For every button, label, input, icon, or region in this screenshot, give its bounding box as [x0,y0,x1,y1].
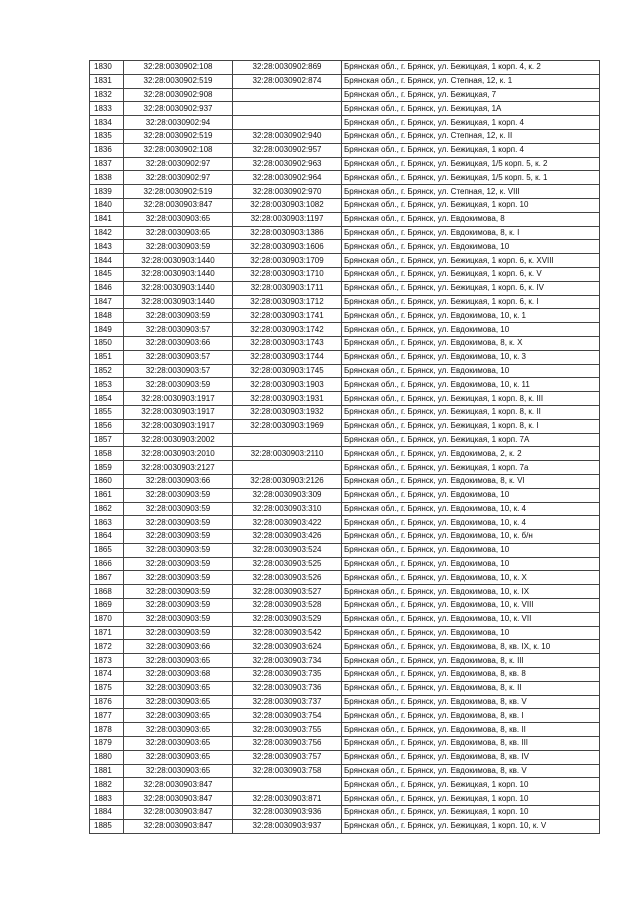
parent-cadastral-number-cell: 32:28:0030902:937 [124,102,233,116]
row-number-cell: 1871 [90,626,124,640]
cadastral-number-cell: 32:28:0030903:422 [233,516,342,530]
table-row [90,212,600,226]
cadastral-number-cell: 32:28:0030903:1606 [233,240,342,254]
address-cell: Брянская обл., г. Брянск, ул. Евдокимова, 10, к. 4 [342,502,600,516]
cadastral-number-cell [233,102,342,116]
parent-cadastral-number-cell: 32:28:0030903:65 [124,681,233,695]
address-cell: Брянская обл., г. Брянск, ул. Бежицкая, 1 корп. 7а [342,461,600,475]
cadastral-number-cell: 32:28:0030903:1082 [233,198,342,212]
parent-cadastral-number-cell: 32:28:0030903:66 [124,474,233,488]
table-row [90,681,600,695]
address-cell: Брянская обл., г. Брянск, ул. Евдокимова, 8, к. VI [342,474,600,488]
cadastral-number-cell: 32:28:0030903:1741 [233,309,342,323]
address-cell: Брянская обл., г. Брянск, ул. Евдокимова, 10, к. 1 [342,309,600,323]
address-cell: Брянская обл., г. Брянск, ул. Евдокимова, 8 [342,212,600,226]
table-row [90,764,600,778]
parent-cadastral-number-cell: 32:28:0030903:1917 [124,405,233,419]
row-number-cell: 1862 [90,502,124,516]
cadastral-number-cell: 32:28:0030903:758 [233,764,342,778]
table-row [90,640,600,654]
parent-cadastral-number-cell: 32:28:0030903:847 [124,198,233,212]
parent-cadastral-number-cell: 32:28:0030903:1917 [124,419,233,433]
table-row [90,240,600,254]
table-row [90,474,600,488]
address-cell: Брянская обл., г. Брянск, ул. Бежицкая, 1 корп. 6, к. XVIII [342,254,600,268]
address-cell: Брянская обл., г. Брянск, ул. Бежицкая, 1/5 корп. 5, к. 1 [342,171,600,185]
parent-cadastral-number-cell: 32:28:0030903:65 [124,764,233,778]
row-number-cell: 1835 [90,129,124,143]
table-row [90,350,600,364]
parent-cadastral-number-cell: 32:28:0030903:59 [124,626,233,640]
address-cell: Брянская обл., г. Брянск, ул. Бежицкая, 1 корп. 4 [342,143,600,157]
address-cell: Брянская обл., г. Брянск, ул. Евдокимова, 10 [342,323,600,337]
table-row [90,612,600,626]
row-number-cell: 1841 [90,212,124,226]
table-row [90,695,600,709]
parent-cadastral-number-cell: 32:28:0030902:108 [124,61,233,75]
parent-cadastral-number-cell: 32:28:0030903:59 [124,502,233,516]
parent-cadastral-number-cell: 32:28:0030903:68 [124,668,233,682]
address-cell: Брянская обл., г. Брянск, ул. Евдокимова, 10, к. б/н [342,530,600,544]
row-number-cell: 1866 [90,557,124,571]
table-row [90,737,600,751]
table-row [90,157,600,171]
table-row [90,778,600,792]
row-number-cell: 1852 [90,364,124,378]
row-number-cell: 1854 [90,392,124,406]
cadastral-number-cell: 32:28:0030903:1386 [233,226,342,240]
table-row [90,61,600,75]
cadastral-number-cell: 32:28:0030902:970 [233,185,342,199]
table-row [90,74,600,88]
table-row [90,309,600,323]
address-cell: Брянская обл., г. Брянск, ул. Евдокимова, 10 [342,557,600,571]
cadastral-number-cell [233,433,342,447]
address-cell: Брянская обл., г. Брянск, ул. Бежицкая, 1 корп. 8, к. I [342,419,600,433]
parent-cadastral-number-cell: 32:28:0030903:66 [124,336,233,350]
cadastral-number-cell: 32:28:0030903:1745 [233,364,342,378]
parent-cadastral-number-cell: 32:28:0030903:1440 [124,281,233,295]
table-row [90,336,600,350]
parent-cadastral-number-cell: 32:28:0030903:59 [124,599,233,613]
row-number-cell: 1865 [90,543,124,557]
parent-cadastral-number-cell: 32:28:0030903:847 [124,778,233,792]
parent-cadastral-number-cell: 32:28:0030902:519 [124,185,233,199]
table-row [90,419,600,433]
parent-cadastral-number-cell: 32:28:0030903:65 [124,654,233,668]
row-number-cell: 1833 [90,102,124,116]
address-cell: Брянская обл., г. Брянск, ул. Евдокимова, 8, кв. I [342,709,600,723]
row-number-cell: 1853 [90,378,124,392]
address-cell: Брянская обл., г. Брянск, ул. Бежицкая, 1 корп. 4, к. 2 [342,61,600,75]
row-number-cell: 1874 [90,668,124,682]
table-row [90,378,600,392]
address-cell: Брянская обл., г. Брянск, ул. Бежицкая, 1 корп. 10 [342,778,600,792]
parent-cadastral-number-cell: 32:28:0030902:97 [124,157,233,171]
cadastral-number-cell: 32:28:0030903:1709 [233,254,342,268]
table-row [90,502,600,516]
cadastral-number-cell [233,778,342,792]
row-number-cell: 1843 [90,240,124,254]
table-row [90,267,600,281]
table-row [90,557,600,571]
parent-cadastral-number-cell: 32:28:0030903:1440 [124,267,233,281]
table-row [90,723,600,737]
row-number-cell: 1875 [90,681,124,695]
parent-cadastral-number-cell: 32:28:0030903:65 [124,212,233,226]
address-cell: Брянская обл., г. Брянск, ул. Бежицкая, 1 корп. 10, к. V [342,819,600,833]
parent-cadastral-number-cell: 32:28:0030903:59 [124,488,233,502]
cadastral-number-cell: 32:28:0030903:936 [233,806,342,820]
row-number-cell: 1836 [90,143,124,157]
table-row [90,198,600,212]
parent-cadastral-number-cell: 32:28:0030903:65 [124,695,233,709]
row-number-cell: 1885 [90,819,124,833]
address-cell: Брянская обл., г. Брянск, ул. Евдокимова, 8, к. III [342,654,600,668]
address-cell: Брянская обл., г. Брянск, ул. Бежицкая, 1 корп. 10 [342,792,600,806]
cadastral-number-cell: 32:28:0030903:1903 [233,378,342,392]
parent-cadastral-number-cell: 32:28:0030903:65 [124,226,233,240]
registry-table [89,60,600,834]
address-cell: Брянская обл., г. Брянск, ул. Евдокимова, 10, к. 11 [342,378,600,392]
row-number-cell: 1868 [90,585,124,599]
cadastral-number-cell: 32:28:0030902:963 [233,157,342,171]
row-number-cell: 1872 [90,640,124,654]
table-row [90,88,600,102]
row-number-cell: 1831 [90,74,124,88]
row-number-cell: 1860 [90,474,124,488]
cadastral-number-cell: 32:28:0030903:1931 [233,392,342,406]
table-row [90,392,600,406]
row-number-cell: 1840 [90,198,124,212]
cadastral-number-cell: 32:28:0030903:734 [233,654,342,668]
address-cell: Брянская обл., г. Брянск, ул. Бежицкая, 1 корп. 10 [342,198,600,212]
parent-cadastral-number-cell: 32:28:0030903:847 [124,806,233,820]
row-number-cell: 1863 [90,516,124,530]
address-cell: Брянская обл., г. Брянск, ул. Евдокимова, 10 [342,626,600,640]
cadastral-number-cell: 32:28:0030903:2126 [233,474,342,488]
row-number-cell: 1838 [90,171,124,185]
row-number-cell: 1878 [90,723,124,737]
address-cell: Брянская обл., г. Брянск, ул. Бежицкая, 1 корп. 6, к. V [342,267,600,281]
address-cell: Брянская обл., г. Брянск, ул. Бежицкая, 1 корп. 6, к. IV [342,281,600,295]
parent-cadastral-number-cell: 32:28:0030903:2002 [124,433,233,447]
row-number-cell: 1830 [90,61,124,75]
row-number-cell: 1882 [90,778,124,792]
cadastral-number-cell: 32:28:0030903:1710 [233,267,342,281]
row-number-cell: 1859 [90,461,124,475]
table-row [90,668,600,682]
row-number-cell: 1884 [90,806,124,820]
row-number-cell: 1858 [90,447,124,461]
parent-cadastral-number-cell: 32:28:0030903:57 [124,364,233,378]
table-row [90,102,600,116]
parent-cadastral-number-cell: 32:28:0030902:97 [124,171,233,185]
address-cell: Брянская обл., г. Брянск, ул. Евдокимова, 10 [342,240,600,254]
cadastral-number-cell: 32:28:0030902:874 [233,74,342,88]
table-row [90,750,600,764]
address-cell: Брянская обл., г. Брянск, ул. Евдокимова, 8, к. X [342,336,600,350]
parent-cadastral-number-cell: 32:28:0030903:59 [124,543,233,557]
cadastral-number-cell: 32:28:0030903:1743 [233,336,342,350]
cadastral-number-cell: 32:28:0030903:2110 [233,447,342,461]
cadastral-number-cell: 32:28:0030903:542 [233,626,342,640]
parent-cadastral-number-cell: 32:28:0030902:908 [124,88,233,102]
address-cell: Брянская обл., г. Брянск, ул. Евдокимова, 10 [342,543,600,557]
cadastral-number-cell: 32:28:0030903:756 [233,737,342,751]
cadastral-number-cell: 32:28:0030903:937 [233,819,342,833]
table-row [90,405,600,419]
parent-cadastral-number-cell: 32:28:0030903:57 [124,323,233,337]
parent-cadastral-number-cell: 32:28:0030903:2127 [124,461,233,475]
table-row [90,819,600,833]
cadastral-number-cell: 32:28:0030903:525 [233,557,342,571]
parent-cadastral-number-cell: 32:28:0030903:65 [124,750,233,764]
address-cell: Брянская обл., г. Брянск, ул. Евдокимова, 8, к. II [342,681,600,695]
table-row [90,171,600,185]
cadastral-number-cell: 32:28:0030903:1742 [233,323,342,337]
address-cell: Брянская обл., г. Брянск, ул. Евдокимова, 8, кв. III [342,737,600,751]
table-row [90,226,600,240]
parent-cadastral-number-cell: 32:28:0030903:65 [124,723,233,737]
parent-cadastral-number-cell: 32:28:0030902:108 [124,143,233,157]
row-number-cell: 1869 [90,599,124,613]
parent-cadastral-number-cell: 32:28:0030903:65 [124,709,233,723]
address-cell: Брянская обл., г. Брянск, ул. Евдокимова, 8, кв. II [342,723,600,737]
cadastral-number-cell: 32:28:0030903:1711 [233,281,342,295]
parent-cadastral-number-cell: 32:28:0030903:59 [124,378,233,392]
address-cell: Брянская обл., г. Брянск, ул. Евдокимова, 10, к. 3 [342,350,600,364]
row-number-cell: 1870 [90,612,124,626]
parent-cadastral-number-cell: 32:28:0030903:2010 [124,447,233,461]
cadastral-number-cell: 32:28:0030903:1712 [233,295,342,309]
parent-cadastral-number-cell: 32:28:0030903:59 [124,240,233,254]
cadastral-number-cell: 32:28:0030902:957 [233,143,342,157]
cadastral-number-cell: 32:28:0030903:309 [233,488,342,502]
address-cell: Брянская обл., г. Брянск, ул. Степная, 12, к. VIII [342,185,600,199]
table-row [90,129,600,143]
cadastral-number-cell: 32:28:0030903:624 [233,640,342,654]
row-number-cell: 1844 [90,254,124,268]
cadastral-number-cell: 32:28:0030903:310 [233,502,342,516]
row-number-cell: 1846 [90,281,124,295]
address-cell: Брянская обл., г. Брянск, ул. Евдокимова, 8, кв. V [342,695,600,709]
table-row [90,116,600,130]
cadastral-number-cell: 32:28:0030903:526 [233,571,342,585]
cadastral-number-cell: 32:28:0030903:527 [233,585,342,599]
address-cell: Брянская обл., г. Брянск, ул. Бежицкая, 7 [342,88,600,102]
cadastral-number-cell: 32:28:0030903:1197 [233,212,342,226]
address-cell: Брянская обл., г. Брянск, ул. Бежицкая, 1А [342,102,600,116]
cadastral-number-cell: 32:28:0030903:1744 [233,350,342,364]
parent-cadastral-number-cell: 32:28:0030903:847 [124,792,233,806]
address-cell: Брянская обл., г. Брянск, ул. Евдокимова, 8, кв. IX, к. 10 [342,640,600,654]
cadastral-number-cell: 32:28:0030903:754 [233,709,342,723]
cadastral-number-cell: 32:28:0030903:737 [233,695,342,709]
parent-cadastral-number-cell: 32:28:0030903:1440 [124,295,233,309]
cadastral-number-cell: 32:28:0030903:735 [233,668,342,682]
table-row [90,295,600,309]
cadastral-number-cell: 32:28:0030902:940 [233,129,342,143]
address-cell: Брянская обл., г. Брянск, ул. Евдокимова, 8, кв. 8 [342,668,600,682]
parent-cadastral-number-cell: 32:28:0030903:1440 [124,254,233,268]
address-cell: Брянская обл., г. Брянск, ул. Бежицкая, 1 корп. 8, к. III [342,392,600,406]
row-number-cell: 1881 [90,764,124,778]
row-number-cell: 1883 [90,792,124,806]
cadastral-number-cell: 32:28:0030903:528 [233,599,342,613]
address-cell: Брянская обл., г. Брянск, ул. Евдокимова, 10, к. 4 [342,516,600,530]
address-cell: Брянская обл., г. Брянск, ул. Бежицкая, 1 корп. 8, к. II [342,405,600,419]
address-cell: Брянская обл., г. Брянск, ул. Евдокимова, 8, кв. V [342,764,600,778]
table-row [90,185,600,199]
address-cell: Брянская обл., г. Брянск, ул. Евдокимова, 8, к. I [342,226,600,240]
address-cell: Брянская обл., г. Брянск, ул. Евдокимова, 10 [342,364,600,378]
row-number-cell: 1867 [90,571,124,585]
table-row [90,143,600,157]
row-number-cell: 1851 [90,350,124,364]
address-cell: Брянская обл., г. Брянск, ул. Бежицкая, 1 корп. 7А [342,433,600,447]
cadastral-number-cell: 32:28:0030902:964 [233,171,342,185]
address-cell: Брянская обл., г. Брянск, ул. Евдокимова, 10, к. IX [342,585,600,599]
table-row [90,626,600,640]
address-cell: Брянская обл., г. Брянск, ул. Евдокимова, 10, к. VII [342,612,600,626]
cadastral-number-cell: 32:28:0030903:755 [233,723,342,737]
table-row [90,571,600,585]
table-row [90,254,600,268]
row-number-cell: 1834 [90,116,124,130]
address-cell: Брянская обл., г. Брянск, ул. Евдокимова, 2, к. 2 [342,447,600,461]
cadastral-number-cell: 32:28:0030903:1969 [233,419,342,433]
row-number-cell: 1855 [90,405,124,419]
row-number-cell: 1848 [90,309,124,323]
parent-cadastral-number-cell: 32:28:0030903:59 [124,516,233,530]
parent-cadastral-number-cell: 32:28:0030902:94 [124,116,233,130]
address-cell: Брянская обл., г. Брянск, ул. Бежицкая, 1 корп. 4 [342,116,600,130]
cadastral-number-cell: 32:28:0030903:736 [233,681,342,695]
table-row [90,433,600,447]
table-row [90,599,600,613]
row-number-cell: 1839 [90,185,124,199]
parent-cadastral-number-cell: 32:28:0030903:59 [124,571,233,585]
address-cell: Брянская обл., г. Брянск, ул. Бежицкая, 1/5 корп. 5, к. 2 [342,157,600,171]
address-cell: Брянская обл., г. Брянск, ул. Бежицкая, 1 корп. 10 [342,806,600,820]
cadastral-number-cell: 32:28:0030902:869 [233,61,342,75]
parent-cadastral-number-cell: 32:28:0030903:1917 [124,392,233,406]
table-row [90,792,600,806]
row-number-cell: 1832 [90,88,124,102]
cadastral-number-cell: 32:28:0030903:871 [233,792,342,806]
address-cell: Брянская обл., г. Брянск, ул. Степная, 12, к. 1 [342,74,600,88]
parent-cadastral-number-cell: 32:28:0030903:59 [124,612,233,626]
row-number-cell: 1857 [90,433,124,447]
row-number-cell: 1845 [90,267,124,281]
row-number-cell: 1837 [90,157,124,171]
row-number-cell: 1861 [90,488,124,502]
table-row [90,530,600,544]
address-cell: Брянская обл., г. Брянск, ул. Евдокимова, 8, кв. IV [342,750,600,764]
address-cell: Брянская обл., г. Брянск, ул. Евдокимова, 10, к. VIII [342,599,600,613]
table-row [90,806,600,820]
row-number-cell: 1864 [90,530,124,544]
parent-cadastral-number-cell: 32:28:0030903:59 [124,309,233,323]
row-number-cell: 1880 [90,750,124,764]
table-row [90,585,600,599]
parent-cadastral-number-cell: 32:28:0030903:59 [124,557,233,571]
table-row [90,447,600,461]
cadastral-number-cell [233,88,342,102]
row-number-cell: 1847 [90,295,124,309]
table-row [90,654,600,668]
address-cell: Брянская обл., г. Брянск, ул. Бежицкая, 1 корп. 6, к. I [342,295,600,309]
cadastral-number-cell: 32:28:0030903:1932 [233,405,342,419]
parent-cadastral-number-cell: 32:28:0030903:847 [124,819,233,833]
table-row [90,364,600,378]
row-number-cell: 1879 [90,737,124,751]
row-number-cell: 1850 [90,336,124,350]
cadastral-number-cell: 32:28:0030903:524 [233,543,342,557]
parent-cadastral-number-cell: 32:28:0030902:519 [124,74,233,88]
table-row [90,281,600,295]
parent-cadastral-number-cell: 32:28:0030903:65 [124,737,233,751]
cadastral-number-cell: 32:28:0030903:529 [233,612,342,626]
parent-cadastral-number-cell: 32:28:0030903:59 [124,530,233,544]
parent-cadastral-number-cell: 32:28:0030903:59 [124,585,233,599]
parent-cadastral-number-cell: 32:28:0030903:57 [124,350,233,364]
table-row [90,709,600,723]
row-number-cell: 1873 [90,654,124,668]
cadastral-number-cell [233,461,342,475]
registry-table-body [90,61,600,834]
table-row [90,543,600,557]
table-row [90,516,600,530]
address-cell: Брянская обл., г. Брянск, ул. Евдокимова, 10 [342,488,600,502]
cadastral-number-cell [233,116,342,130]
parent-cadastral-number-cell: 32:28:0030903:66 [124,640,233,654]
row-number-cell: 1877 [90,709,124,723]
cadastral-number-cell: 32:28:0030903:426 [233,530,342,544]
table-row [90,323,600,337]
address-cell: Брянская обл., г. Брянск, ул. Евдокимова, 10, к. X [342,571,600,585]
row-number-cell: 1849 [90,323,124,337]
cadastral-number-cell: 32:28:0030903:757 [233,750,342,764]
table-row [90,461,600,475]
table-row [90,488,600,502]
row-number-cell: 1856 [90,419,124,433]
row-number-cell: 1876 [90,695,124,709]
address-cell: Брянская обл., г. Брянск, ул. Степная, 12, к. II [342,129,600,143]
row-number-cell: 1842 [90,226,124,240]
parent-cadastral-number-cell: 32:28:0030902:519 [124,129,233,143]
